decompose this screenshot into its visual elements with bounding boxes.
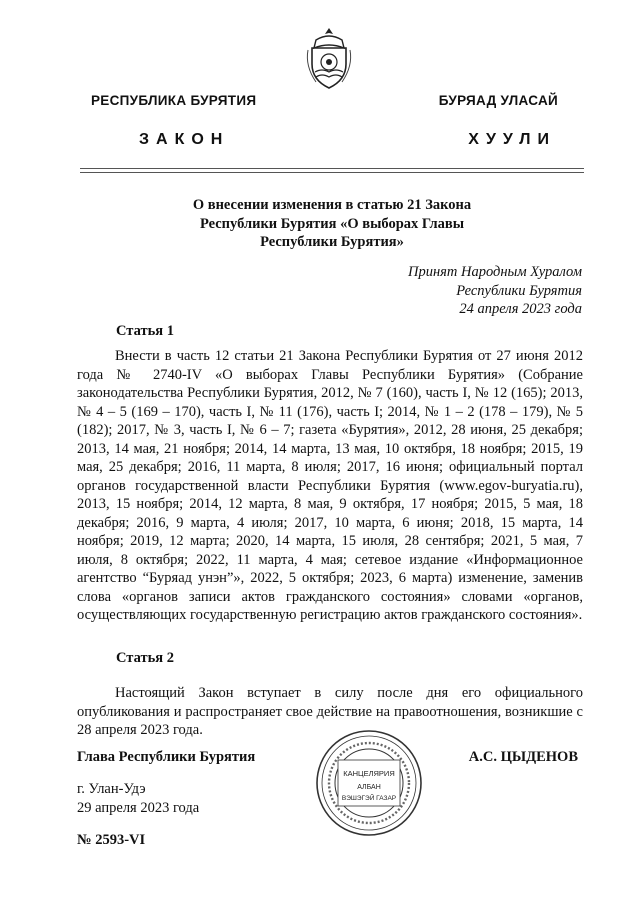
- place-and-date: [77, 780, 199, 817]
- official-seal-icon: [314, 728, 424, 838]
- seal-text: КАНЦЕЛЯРИЯ: [343, 769, 395, 778]
- law-number: № 2593-VI: [77, 832, 146, 848]
- republic-name-ru: РЕСПУБЛИКА БУРЯТИЯ: [91, 93, 257, 108]
- republic-name-buryat: БУРЯАД УЛАСАЙ: [438, 93, 558, 108]
- article-1-text: Внести в часть 12 статьи 21 Закона Республики Бурятия от 27 июня 2012 года № 2740-IV «О выборах Главы Республики Бурятия» (Собрание законодательства Республики Бурятия, 2012, № 7 (160), часть I, № 12 (165); 2013, № 4 – 5 (169 – 170), часть I, № 11 (176), часть I; 2014, № 1 – 2 (178 – 179), № 5 (182); 2017, № 3, часть I, № 6 – 7; газета «Бурятия», 2012, 28 июня, 25 декабря; 2013, 14 мая, 21 ноября; 2014, 14 марта, 13 мая, 10 октября, 18 ноября; 2015, 19 мая, 25 декабря; 2016, 11 марта, 8 июля; 2017, 16 июня; официальный портал органов государственной власти Республики Бурятия (www.egov-buryatia.ru), 2013, 15 ноября; 2014, 12 марта, 8 мая, 9 октября, 17 ноября; 2015, 5 мая, 18 декабря; 2016, 9 марта, 4 июля; 2017, 10 марта, 6 июня; 2018, 15 марта, 14 ноября; 2019, 12 марта; 2020, 14 марта, 15 июля, 28 сентября; 2021, 5 мая, 7 июля, 8 октября; 2022, 11 марта, 4 мая; сетевое издание «Информационное агентство “Буряад унэн”», 2022, 5 октября; 2023, 6 марта) изменение, заменив слова «органов записи актов гражданского состояния» словами «органов, осуществляющих государственную регистрацию актов гражданского состояния».: [77, 348, 583, 623]
- law-title-line: Республики Бурятия «О выборах Главы: [199, 215, 465, 232]
- law-title: [80, 196, 584, 252]
- adoption-line: Республики Бурятия: [456, 282, 582, 299]
- article-2-heading: Статья 2: [116, 650, 174, 666]
- seal-text: АЛБАН: [357, 784, 381, 791]
- header-divider: [80, 168, 584, 173]
- adoption-date: 24 апреля 2023 года: [459, 301, 582, 317]
- article-2-text: Настоящий Закон вступает в силу после дня его официального опубликования и распространяет свое действие на правоотношения, возникшие с 28 апреля 2023 года.: [77, 685, 583, 738]
- law-title-line: О внесении изменения в статью 21 Закона: [192, 197, 472, 213]
- city: г. Улан-Удэ: [77, 781, 146, 797]
- law-title-line: Республики Бурятия»: [260, 234, 404, 250]
- signatory-name: А.С. ЦЫДЕНОВ: [468, 749, 578, 765]
- signatory-position: Глава Республики Бурятия: [77, 749, 256, 765]
- adoption-note: [408, 263, 582, 319]
- law-label-ru: ЗАКОН: [139, 131, 230, 148]
- adoption-line: Принят Народным Хуралом: [407, 264, 582, 280]
- article-1-heading: Статья 1: [116, 323, 174, 339]
- signing-date: 29 апреля 2023 года: [77, 799, 200, 816]
- law-label-buryat: ХУУЛИ: [468, 131, 556, 148]
- coat-of-arms-icon: [302, 26, 356, 90]
- seal-text: ВЭШЭГЭЙ ГАЗАР: [341, 795, 397, 802]
